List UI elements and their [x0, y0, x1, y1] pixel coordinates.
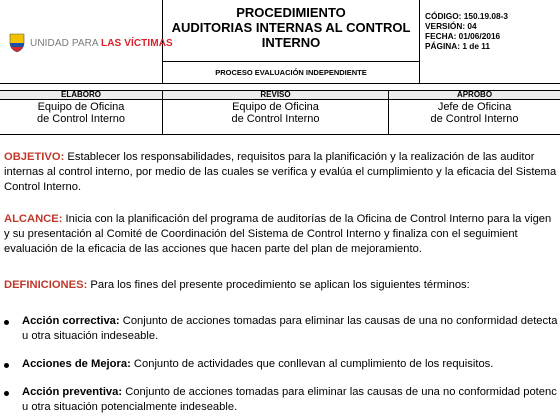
approval-signer: Jefe de Oficina de Control Interno: [430, 101, 519, 125]
colombia-shield-icon: [8, 33, 26, 53]
title-line-1: PROCEDIMIENTO: [236, 5, 346, 20]
approval-signer: Equipo de Oficina de Control Interno: [36, 101, 126, 125]
divider: [0, 134, 560, 135]
approval-col-elaboro: [0, 90, 163, 135]
approval-col-reviso: [163, 90, 389, 135]
version: VERSIÓN: 04: [425, 21, 477, 31]
document-header: [0, 0, 560, 84]
codigo: CÓDIGO: 150.19.08-3: [425, 11, 509, 21]
definiciones-label: DEFINICIONES:: [4, 279, 88, 291]
fecha: FECHA: 01/06/2016: [425, 31, 501, 41]
process-name: PROCESO EVALUACIÓN INDEPENDIENTE: [215, 68, 367, 77]
title-line-2: AUDITORIAS INTERNAS AL CONTROL: [171, 20, 411, 35]
approval-col-aprobo: [389, 90, 560, 135]
alcance-section: ALCANCE: Inicia con la planificación del programa de auditorías de la Oficina de Control Interno para la vigen y su presentación al Comité de Coordinación del Sistema de Control Interno y finaliza con el seguimient evaluación de la eficacia de las acciones que hacen parte del plan de mejoramiento.: [4, 213, 552, 255]
definiciones-section: DEFINICIONES: Para los fines del presente procedimiento se aplican los siguientes términos:: [4, 279, 470, 291]
approval-heading: ELABORO: [61, 90, 101, 99]
bullet-icon: [4, 320, 9, 325]
term-label: Acción correctiva:: [22, 315, 120, 327]
alcance-label: ALCANCE:: [4, 213, 63, 225]
logo-cell: [0, 0, 173, 84]
unidad-victimas-logo: [8, 33, 173, 53]
title-cell: [163, 0, 420, 84]
document-page: UNIDAD PARA LAS VÍCTIMAS PROCEDIMIENTO AUDITORIAS INTERNAS AL CONTROL INTERNO PROCESO EVALUACIÓN INDEPENDIENTE CÓDIGO: 150.19.08-3 VERSIÓN: 04 FECHA: 01/06/2016 PÁGINA: 1 de 11 ELABORO Equipo de Oficina de Control Interno REVISO Equipo de Oficina de Control Interno APROBO Jefe de Oficina de Control Interno OBJETIVO: Establecer los responsabilidades, requisitos para la planificación y la realización de las auditor internas al control interno, por medio de las cuales se verifica y evalúa el cumplimiento y la eficacia del Sistema Control Interno. ALCANCE: Inicia con la planificación del programa de auditorías de la Oficina de Control Interno para la vigen y su presentación al Comité de Coordinación del Sistema de Control Interno y finaliza con el seguimient evaluación de la eficacia de las acciones que hacen parte del plan de mejoramiento. DEFINICIONES: Para los fines del presente procedimiento se aplican los siguientes términos: Acción correctiva: Conjunto de acciones tomadas para eliminar las causas de una no conformidad detecta u otra situación indeseable. Acciones de Mejora: Conjunto de actividades que conllevan al cumplimiento de los requisitos. Acción preventiva: Conjunto de acciones tomadas para eliminar las causas de una no conformidad potenc u otra situación potencialmente indeseable.: [0, 0, 560, 420]
term-label: Acción preventiva:: [22, 386, 123, 398]
logo-wordmark: UNIDAD PARA LAS VÍCTIMAS: [30, 37, 173, 49]
document-title: [163, 0, 419, 62]
document-metadata: [420, 0, 560, 84]
approval-heading: REVISO: [260, 90, 291, 99]
pagina: PÁGINA: 1 de 11: [425, 41, 491, 51]
approval-table: [0, 90, 560, 135]
approval-heading: APROBO: [456, 90, 493, 99]
bullet-icon: [4, 391, 9, 396]
bullet-icon: [4, 363, 9, 368]
title-line-3: INTERNO: [261, 35, 321, 50]
objetivo-label: OBJETIVO:: [4, 151, 65, 163]
term-label: Acciones de Mejora:: [22, 358, 131, 370]
objetivo-section: OBJETIVO: Establecer los responsabilidades, requisitos para la planificación y la realización de las auditor internas al control interno, por medio de las cuales se verifica y evalúa el cumplimiento y la eficacia del Sistema Control Interno.: [4, 151, 557, 193]
approval-signer: Equipo de Oficina de Control Interno: [231, 101, 320, 125]
